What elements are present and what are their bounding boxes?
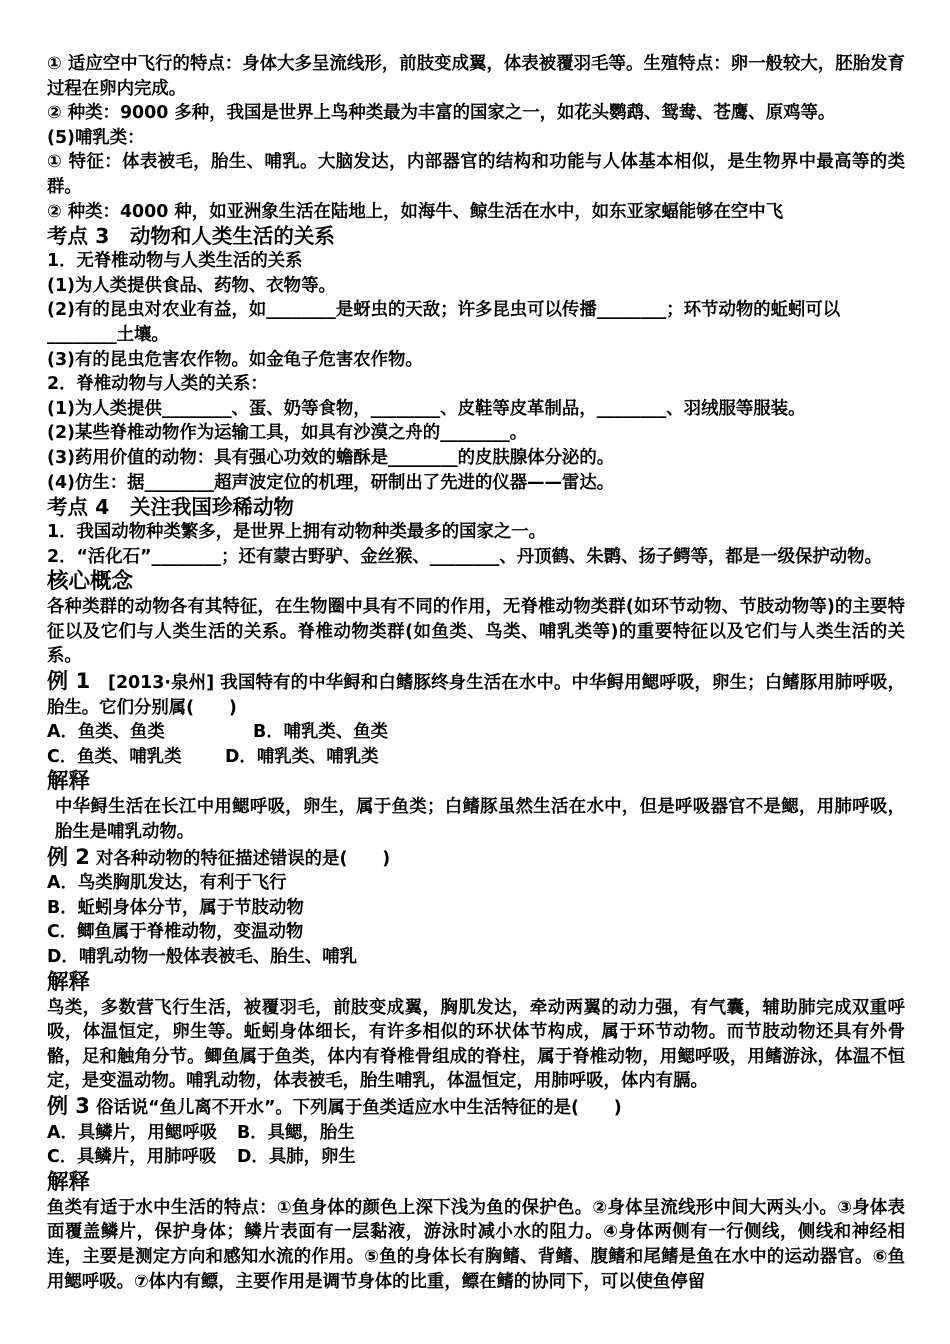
kaodian3-s1-item: (3)有的昆虫危害农作物。如金龟子危害农作物。 [47,349,423,370]
choice-c: C．具鳞片，用肺呼吸 [47,1147,217,1168]
mammal-feature: ① 特征：体表被毛，胎生、哺乳。大脑发达，内部器官的结构和功能与人体基本相似，是生物界中最高等的类群。 [47,152,905,197]
bird-species: ② 种类：9000 多种，我国是世界上鸟种类最为丰富的国家之一，如花头鹦鹉、鸳鸯、苍鹰、原鸡等。 [47,103,836,124]
example-1-question [47,669,905,720]
choice-b: B．蚯蚓身体分节，属于节肢动物 [47,897,304,918]
core-concept-text: 各种类群的动物各有其特征，在生物圈中具有不同的作用，无脊椎动物类群(如环节动物、节肢动物等)的主要特征以及它们与人类生活的关系。脊椎动物类群(如鱼类、鸟类、哺乳类等)的重要特征以及它们与人类生活的关系。 [47,597,905,667]
example-1-explain: 中华鲟生活在长江中用鳃呼吸，卵生，属于鱼类；白鳍豚虽然生活在水中，但是呼吸器官不是鳃，用肺呼吸，胎生是哺乳动物。 [55,797,905,843]
example-1-explain-title: 解释 [47,769,91,795]
kaodian3-section2-title: 2．脊椎动物与人类的关系： [47,374,268,395]
mammal-species: ② 种类：4000 种，如亚洲象生活在陆地上，如海牛、鲸生活在水中，如东亚家蝠能够在空中飞 [47,201,784,222]
example-2-label: 例 2 [47,844,90,869]
example-3-explain: 鱼类有适于水中生活的特点：①鱼身体的颜色上深下浅为鱼的保护色。②身体呈流线形中间大两头小。③身体表面覆盖鳞片，保护身体；鳞片表面有一层黏液，游泳时减小水的阻力。④身体两侧有一行侧线，侧线和神经相连，主要是测定方向和感知水流的作用。⑤鱼的身体长有胸鳍、背鳍、腹鳍和尾鳍是鱼在水中的运动器官。⑥鱼用鳃呼吸。⑦体内有鳔，主要作用是调节身体的比重，鳔在鳍的协同下，可以使鱼停留 [47,1197,905,1292]
example-1-choices-row [47,745,905,770]
choice-c: C．鱼类、哺乳类 [47,746,182,767]
choice-d: D．哺乳动物一般体表被毛、胎生、哺乳 [47,947,358,967]
choice-a: A．具鳞片，用鳃呼吸 [47,1122,217,1143]
choice-a: A．鱼类、鱼类 [47,722,165,743]
kaodian4-item: 2．“活化石”________；还有蒙古野驴、金丝猴、________、丹顶鹤、朱鹮、扬子鳄等，都是一级保护动物。 [47,546,882,567]
choice-b: B．具鳃，胎生 [237,1122,355,1143]
kaodian3-s2-item: (1)为人类提供________、蛋、奶等食物，________、皮鞋等皮革制品，________、羽绒服等服装。 [47,398,806,419]
example-2-question [47,845,905,872]
example-3-label: 例 3 [47,1093,90,1118]
kaodian4-title: 考点 4 关注我国珍稀动物 [47,495,294,520]
kaodian3-s2-item: (3)药用价值的动物：具有强心功效的蟾酥是________的皮肤腺体分泌的。 [47,447,615,468]
choice-b: B．哺乳类、鱼类 [253,722,388,743]
example-1-choices-row [47,720,905,745]
kaodian3-s2-item: (4)仿生：据________超声波定位的机理，研制出了先进的仪器——雷达。 [47,472,615,493]
bird-adaptation: ① 适应空中飞行的特点：身体大多呈流线形，前肢变成翼，体表被覆羽毛等。生殖特点：卵一般较大，胚胎发育过程在卵内完成。 [47,54,905,99]
example-1-label: 例 1 [47,669,91,694]
choice-d: D．哺乳类、哺乳类 [225,746,379,767]
example-3-choices-row [47,1145,905,1170]
choice-a: A．鸟类胸肌发达，有利于飞行 [47,873,287,894]
example-3-explain-title: 解释 [47,1169,91,1195]
mammal-title: (5)哺乳类： [47,127,145,148]
kaodian4-item: 1．我国动物种类繁多，是世界上拥有动物种类最多的国家之一。 [47,522,547,543]
example-2-explain-title: 解释 [47,969,91,995]
example-3-text: 俗话说“鱼儿离不开水”。下列属于鱼类适应水中生活特征的是( ) [89,1097,622,1118]
example-3-choices-row [47,1121,905,1146]
choice-c: C．鲫鱼属于脊椎动物，变温动物 [47,922,304,943]
example-1-text: [2013·泉州] 我国特有的中华鲟和白鳍豚终身生活在水中。中华鲟用鳃呼吸，卵生；白鳍豚用肺呼吸，胎生。它们分别属( ) [47,673,905,718]
example-2-text: 对各种动物的特征描述错误的是( ) [89,848,391,869]
example-3-question [47,1094,905,1121]
kaodian3-title: 考点 3 动物和人类生活的关系 [47,224,335,249]
core-concept-title: 核心概念 [47,569,134,595]
kaodian3-s1-item: (2)有的昆虫对农业有益，如________是蚜虫的天敌；许多昆虫可以传播________；环节动物的蚯蚓可以________土壤。 [47,300,841,345]
kaodian3-s2-item: (2)某些脊椎动物作为运输工具，如具有沙漠之舟的________。 [47,423,528,444]
example-2-explain: 鸟类，多数营飞行生活，被覆羽毛，前肢变成翼，胸肌发达，牵动两翼的动力强，有气囊，辅助肺完成双重呼吸，体温恒定，卵生等。蚯蚓身体细长，有许多相似的环状体节构成，属于环节动物。而节肢动物还具有外骨骼，足和触角分节。鲫鱼属于鱼类，体内有脊椎骨组成的脊柱，属于脊椎动物，用鳃呼吸，用鳍游泳，体温不恒定，是变温动物。哺乳动物，体表被毛，胎生哺乳，体温恒定，用肺呼吸，体内有膈。 [47,997,905,1092]
kaodian3-section1-title: 1．无脊椎动物与人类生活的关系 [47,251,303,272]
choice-d: D．具肺，卵生 [237,1147,356,1168]
kaodian3-s1-item: (1)为人类提供食品、药物、衣物等。 [47,275,336,296]
